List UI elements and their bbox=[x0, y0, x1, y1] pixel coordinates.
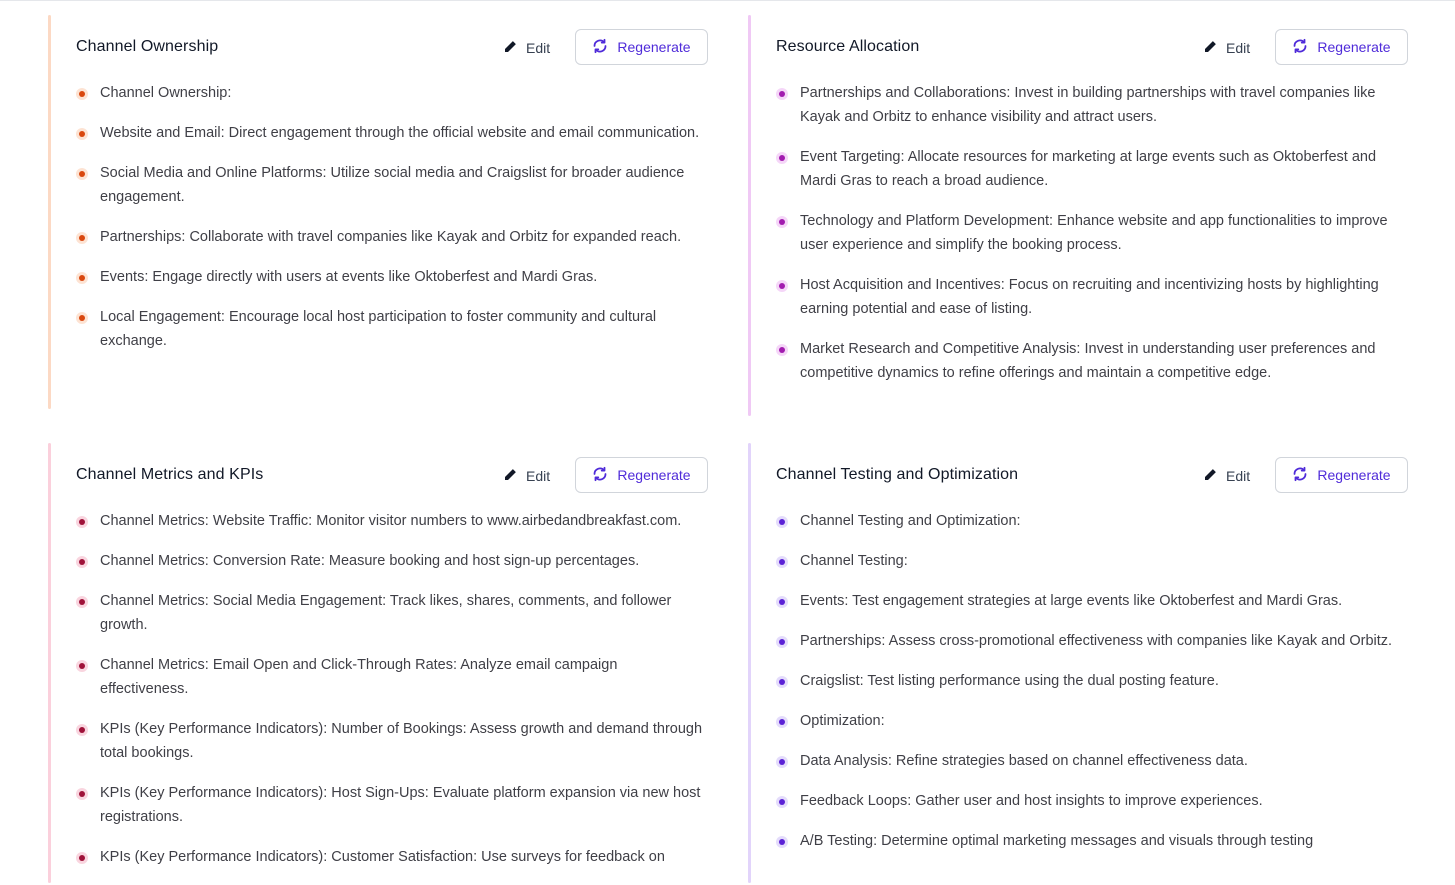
card-channel-testing-optimization bbox=[748, 443, 1408, 869]
list-item-text: Event Targeting: Allocate resources for marketing at large events such as Oktoberfest and Mardi Gras to reach a broad audience. bbox=[800, 149, 1377, 189]
bullet-dot-icon bbox=[776, 556, 788, 568]
list-item-text: Craigslist: Test listing performance using the dual posting feature. bbox=[800, 673, 1219, 689]
list-item-text: Events: Engage directly with users at events like Oktoberfest and Mardi Gras. bbox=[100, 269, 598, 285]
bullet-list bbox=[76, 509, 708, 869]
list-item-text: Website and Email: Direct engagement through the official website and email communication. bbox=[100, 125, 700, 141]
edit-label: Edit bbox=[1226, 468, 1251, 484]
list-item bbox=[776, 209, 1408, 257]
card-accent-bar bbox=[748, 15, 751, 416]
list-item bbox=[76, 265, 708, 289]
list-item-text: Events: Test engagement strategies at large events like Oktoberfest and Mardi Gras. bbox=[800, 593, 1343, 609]
bullet-dot-icon bbox=[776, 716, 788, 728]
regenerate-label: Regenerate bbox=[617, 467, 691, 483]
regenerate-label: Regenerate bbox=[1317, 467, 1391, 483]
regenerate-label: Regenerate bbox=[617, 39, 691, 55]
card-accent-bar bbox=[748, 443, 751, 883]
bullet-dot-icon bbox=[76, 556, 88, 568]
list-item-text: Technology and Platform Development: Enhance website and app functionalities to improve user experience and simplify the booking process. bbox=[800, 213, 1388, 253]
regenerate-button[interactable] bbox=[575, 29, 708, 65]
card-title: Channel Ownership bbox=[76, 38, 219, 55]
edit-button[interactable] bbox=[503, 465, 550, 487]
list-item-text: Partnerships: Assess cross-promotional effectiveness with companies like Kayak and Orbitz. bbox=[800, 633, 1393, 649]
list-item-text: Channel Ownership: bbox=[100, 85, 232, 101]
list-item bbox=[776, 549, 1408, 573]
bullet-dot-icon bbox=[776, 836, 788, 848]
pencil-icon bbox=[503, 468, 517, 485]
card-resource-allocation bbox=[748, 15, 1408, 401]
list-item-text: Channel Testing: bbox=[800, 553, 908, 569]
list-item-text: KPIs (Key Performance Indicators): Customer Satisfaction: Use surveys for feedback on bbox=[100, 849, 665, 865]
list-item bbox=[776, 509, 1408, 533]
list-item bbox=[76, 161, 708, 209]
list-item bbox=[776, 337, 1408, 385]
bullet-dot-icon bbox=[776, 676, 788, 688]
list-item bbox=[76, 589, 708, 637]
list-item bbox=[776, 589, 1408, 613]
list-item bbox=[76, 845, 708, 869]
bullet-dot-icon bbox=[776, 88, 788, 100]
bullet-dot-icon bbox=[76, 852, 88, 864]
bullet-dot-icon bbox=[776, 344, 788, 356]
list-item-text: Partnerships and Collaborations: Invest in building partnerships with travel companies like Kayak and Orbitz to enhance visibility and attract users. bbox=[800, 85, 1376, 125]
list-item bbox=[76, 781, 708, 829]
refresh-icon bbox=[592, 466, 608, 485]
regenerate-button[interactable] bbox=[575, 457, 708, 493]
bullet-dot-icon bbox=[76, 788, 88, 800]
bullet-dot-icon bbox=[76, 516, 88, 528]
card-title: Channel Testing and Optimization bbox=[776, 466, 1019, 483]
bullet-dot-icon bbox=[776, 152, 788, 164]
card-title: Channel Metrics and KPIs bbox=[76, 466, 264, 483]
card-accent-bar bbox=[48, 443, 51, 883]
pencil-icon bbox=[1203, 468, 1217, 485]
list-item bbox=[776, 629, 1408, 653]
edit-label: Edit bbox=[1226, 40, 1251, 56]
list-item-text: Optimization: bbox=[800, 713, 885, 729]
regenerate-button[interactable] bbox=[1275, 29, 1408, 65]
list-item bbox=[76, 717, 708, 765]
card-title: Resource Allocation bbox=[776, 38, 920, 55]
refresh-icon bbox=[1292, 38, 1308, 57]
edit-label: Edit bbox=[526, 468, 551, 484]
list-item-text: Social Media and Online Platforms: Utilize social media and Craigslist for broader audience engagement. bbox=[100, 165, 685, 205]
bullet-list bbox=[76, 81, 708, 353]
list-item-text: Channel Metrics: Social Media Engagement: Track likes, shares, comments, and follower growth. bbox=[100, 593, 672, 633]
edit-button[interactable] bbox=[503, 37, 550, 59]
pencil-icon bbox=[503, 40, 517, 57]
bullet-dot-icon bbox=[776, 280, 788, 292]
bullet-dot-icon bbox=[76, 724, 88, 736]
refresh-icon bbox=[1292, 466, 1308, 485]
card-channel-ownership bbox=[48, 15, 708, 369]
bullet-dot-icon bbox=[76, 272, 88, 284]
list-item bbox=[776, 145, 1408, 193]
bullet-dot-icon bbox=[776, 596, 788, 608]
list-item bbox=[776, 789, 1408, 813]
list-item-text: Channel Metrics: Conversion Rate: Measure booking and host sign-up percentages. bbox=[100, 553, 640, 569]
list-item bbox=[76, 121, 708, 145]
list-item bbox=[76, 509, 708, 533]
card-channel-metrics-kpis bbox=[48, 443, 708, 885]
bullet-dot-icon bbox=[76, 128, 88, 140]
bullet-dot-icon bbox=[76, 660, 88, 672]
list-item bbox=[76, 225, 708, 249]
list-item bbox=[776, 669, 1408, 693]
list-item-text: Host Acquisition and Incentives: Focus on recruiting and incentivizing hosts by highlighting earning potential and ease of listing. bbox=[800, 277, 1379, 317]
bullet-dot-icon bbox=[776, 636, 788, 648]
bullet-dot-icon bbox=[76, 232, 88, 244]
list-item-text: Data Analysis: Refine strategies based on channel effectiveness data. bbox=[800, 753, 1248, 769]
list-item bbox=[776, 709, 1408, 733]
edit-button[interactable] bbox=[1203, 465, 1250, 487]
refresh-icon bbox=[592, 38, 608, 57]
bullet-dot-icon bbox=[76, 168, 88, 180]
list-item bbox=[76, 549, 708, 573]
list-item bbox=[776, 81, 1408, 129]
bullet-list bbox=[776, 509, 1408, 853]
list-item-text: Feedback Loops: Gather user and host insights to improve experiences. bbox=[800, 793, 1263, 809]
list-item bbox=[76, 81, 708, 105]
list-item-text: Channel Metrics: Email Open and Click-Through Rates: Analyze email campaign effectiveness. bbox=[100, 657, 618, 697]
list-item-text: Local Engagement: Encourage local host participation to foster community and cultural exchange. bbox=[100, 309, 657, 349]
card-accent-bar bbox=[48, 15, 51, 409]
list-item bbox=[76, 653, 708, 701]
bullet-dot-icon bbox=[776, 796, 788, 808]
edit-button[interactable] bbox=[1203, 37, 1250, 59]
bullet-list bbox=[776, 81, 1408, 385]
list-item-text: KPIs (Key Performance Indicators): Host Sign-Ups: Evaluate platform expansion via new host registrations. bbox=[100, 785, 701, 825]
bullet-dot-icon bbox=[776, 756, 788, 768]
regenerate-label: Regenerate bbox=[1317, 39, 1391, 55]
top-divider bbox=[0, 0, 1455, 1]
regenerate-button[interactable] bbox=[1275, 457, 1408, 493]
list-item-text: Channel Testing and Optimization: bbox=[800, 513, 1021, 529]
list-item bbox=[776, 273, 1408, 321]
bullet-dot-icon bbox=[776, 516, 788, 528]
edit-label: Edit bbox=[526, 40, 551, 56]
list-item-text: Market Research and Competitive Analysis: Invest in understanding user preferences and competitive dynamics to refine offerings and maintain a competitive edge. bbox=[800, 341, 1376, 381]
bullet-dot-icon bbox=[76, 312, 88, 324]
list-item bbox=[776, 749, 1408, 773]
list-item-text: KPIs (Key Performance Indicators): Number of Bookings: Assess growth and demand through total bookings. bbox=[100, 721, 703, 761]
bullet-dot-icon bbox=[76, 596, 88, 608]
pencil-icon bbox=[1203, 40, 1217, 57]
bullet-dot-icon bbox=[776, 216, 788, 228]
list-item-text: Channel Metrics: Website Traffic: Monitor visitor numbers to www.airbedandbreakfast.com. bbox=[100, 513, 682, 529]
bullet-dot-icon bbox=[76, 88, 88, 100]
list-item bbox=[776, 829, 1408, 853]
list-item bbox=[76, 305, 708, 353]
list-item-text: Partnerships: Collaborate with travel companies like Kayak and Orbitz for expanded reach. bbox=[100, 229, 682, 245]
list-item-text: A/B Testing: Determine optimal marketing messages and visuals through testing bbox=[800, 833, 1314, 849]
